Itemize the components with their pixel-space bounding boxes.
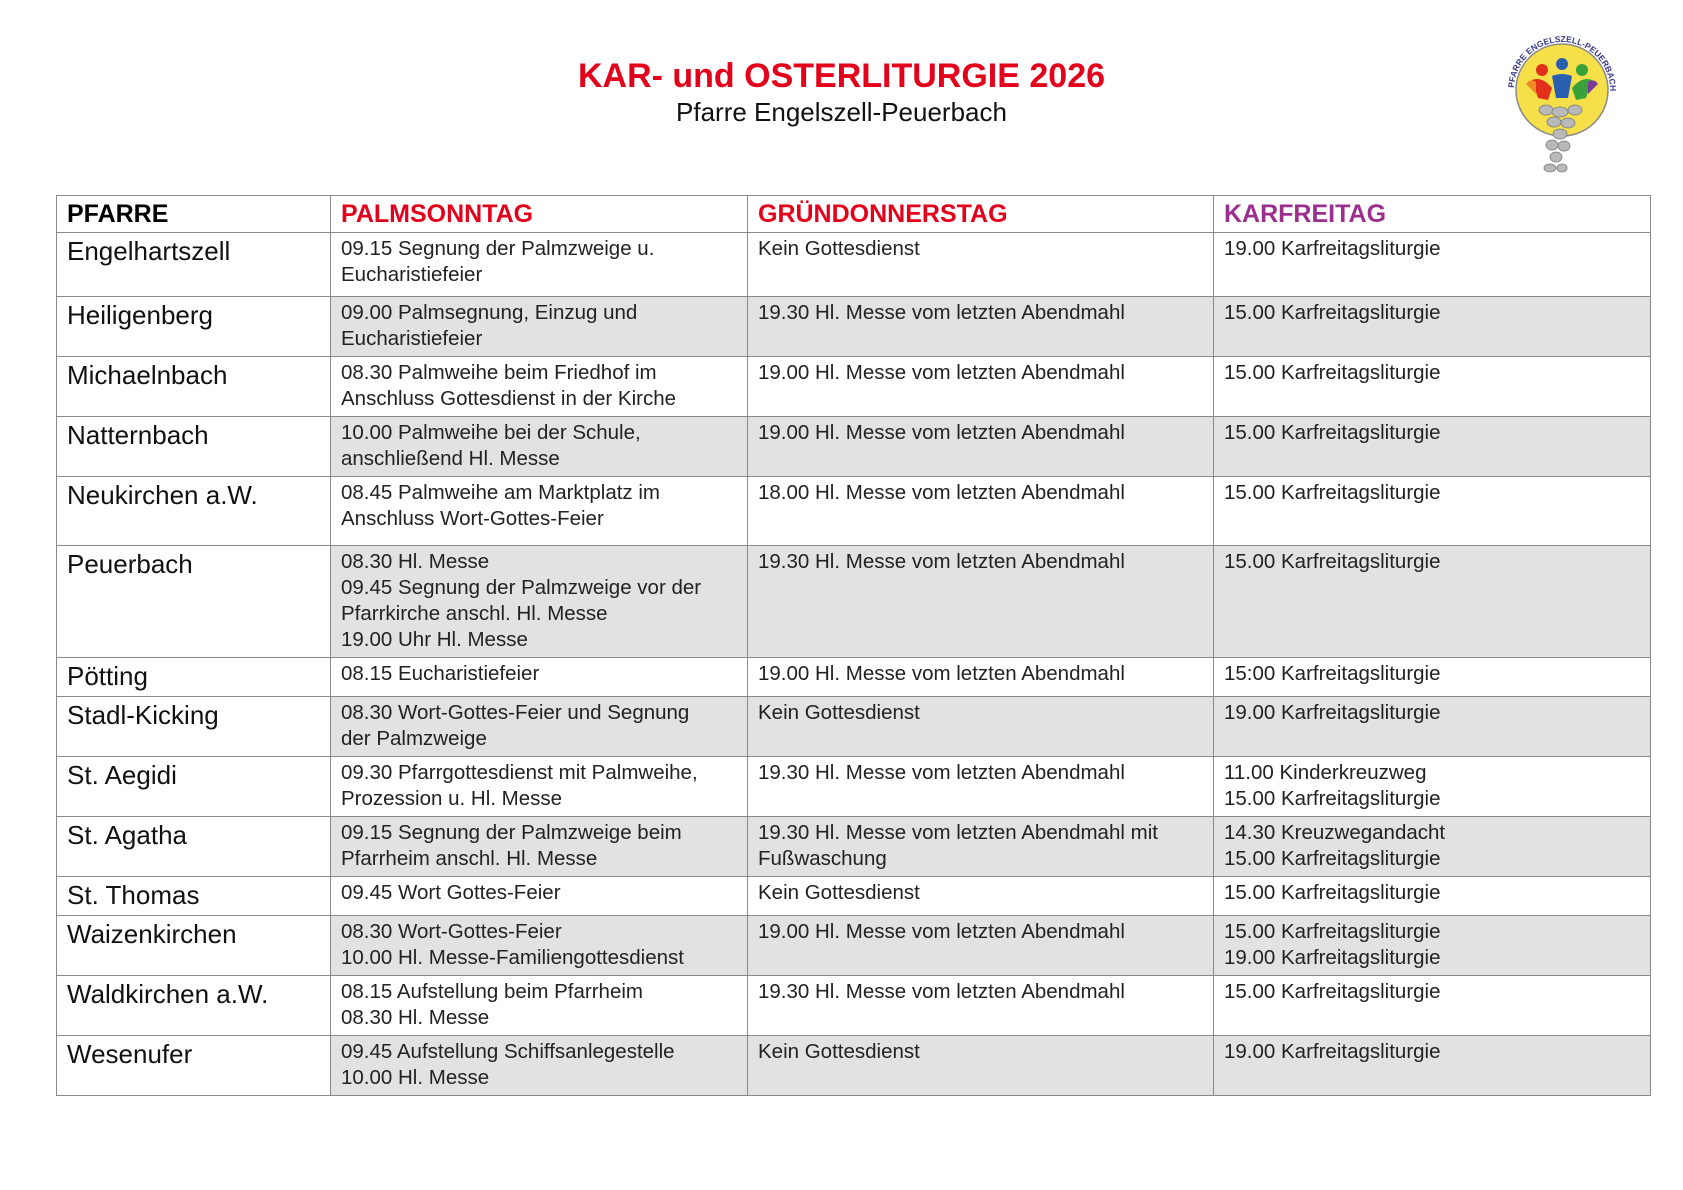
event-line: 11.00 Kinderkreuzweg [1224,761,1427,784]
palmsonntag-cell [331,658,748,697]
event-line: 09.45 Segnung der Palmzweige vor der [341,576,702,599]
event-line: Pfarrheim anschl. Hl. Messe [341,847,598,870]
karfreitag-cell [1214,1036,1651,1096]
karfreitag-cell [1214,877,1651,916]
table-row [57,233,1651,297]
karfreitag-cell [1214,697,1651,757]
document-title: KAR- und OSTERLITURGIE 2026 [577,57,1106,95]
event-line: 15.00 Karfreitagsliturgie [1224,301,1441,324]
event-line: Kein Gottesdienst [758,1040,920,1063]
event-line: 14.30 Kreuzwegandacht [1224,821,1446,844]
event-line: 09.00 Palmsegnung, Einzug und [341,301,638,324]
palmsonntag-cell [331,417,748,477]
event-line: Eucharistiefeier [341,263,483,286]
palmsonntag-cell [331,697,748,757]
event-line: 15.00 Karfreitagsliturgie [1224,421,1441,444]
event-line: 08.30 Hl. Messe [341,550,490,573]
event-line: 08.45 Palmweihe am Marktplatz im [341,481,661,504]
pfarre-name: Michaelnbach [57,357,331,417]
logo-stones [1539,105,1582,172]
event-line: anschließend Hl. Messe [341,447,560,470]
table-row [57,817,1651,877]
karfreitag-cell [1214,757,1651,817]
event-line: 10.00 Hl. Messe [341,1066,490,1089]
palmsonntag-cell [331,546,748,658]
event-line: Eucharistiefeier [341,327,483,350]
table-row [57,297,1651,357]
event-line: 15.00 Karfreitagsliturgie [1224,787,1441,810]
event-line: 19.00 Hl. Messe vom letzten Abendmahl [758,361,1125,384]
gruendonnerstag-cell [748,817,1214,877]
event-line: 19.30 Hl. Messe vom letzten Abendmahl [758,550,1125,573]
event-line: 19.00 Karfreitagsliturgie [1224,946,1441,969]
event-line: Kein Gottesdienst [758,881,920,904]
event-line: 19.30 Hl. Messe vom letzten Abendmahl [758,301,1125,324]
table-header-row [57,196,1651,233]
event-line: 19.30 Hl. Messe vom letzten Abendmahl [758,761,1125,784]
event-line: 09.45 Aufstellung Schiffsanlegestelle [341,1040,675,1063]
karfreitag-cell [1214,417,1651,477]
gruendonnerstag-cell [748,697,1214,757]
event-line: 19.30 Hl. Messe vom letzten Abendmahl mit [758,821,1158,844]
gruendonnerstag-cell [748,233,1214,297]
document-subtitle: Pfarre Engelszell-Peuerbach [676,97,1007,127]
event-line: 19.30 Hl. Messe vom letzten Abendmahl [758,980,1125,1003]
gruendonnerstag-cell [748,658,1214,697]
palmsonntag-cell [331,877,748,916]
pfarre-name: Neukirchen a.W. [57,477,331,546]
palmsonntag-cell [331,757,748,817]
column-header-karfreitag: KARFREITAG [1214,196,1651,233]
event-line: der Palmzweige [341,727,487,750]
gruendonnerstag-cell [748,357,1214,417]
pfarre-name: Waldkirchen a.W. [57,976,331,1036]
event-line: 15.00 Karfreitagsliturgie [1224,980,1441,1003]
pfarre-name: Natternbach [57,417,331,477]
palmsonntag-cell [331,1036,748,1096]
karfreitag-cell [1214,233,1651,297]
gruendonnerstag-cell [748,546,1214,658]
palmsonntag-cell [331,976,748,1036]
event-line: 15.00 Karfreitagsliturgie [1224,550,1441,573]
table-row [57,916,1651,976]
event-line: 15.00 Karfreitagsliturgie [1224,881,1441,904]
event-line: 19.00 Hl. Messe vom letzten Abendmahl [758,421,1125,444]
event-line: 09.15 Segnung der Palmzweige beim [341,821,682,844]
event-line: 15:00 Karfreitagsliturgie [1224,662,1441,685]
event-line: 19.00 Hl. Messe vom letzten Abendmahl [758,920,1125,943]
event-line: Pfarrkirche anschl. Hl. Messe [341,602,608,625]
karfreitag-cell [1214,976,1651,1036]
palmsonntag-cell [331,477,748,546]
event-line: Kein Gottesdienst [758,237,920,260]
event-line: 15.00 Karfreitagsliturgie [1224,847,1441,870]
event-line: Anschluss Wort-Gottes-Feier [341,507,604,530]
palmsonntag-cell [331,916,748,976]
gruendonnerstag-cell [748,297,1214,357]
event-line: Fußwaschung [758,847,887,870]
gruendonnerstag-cell [748,1036,1214,1096]
karfreitag-cell [1214,297,1651,357]
pfarre-name: Peuerbach [57,546,331,658]
pfarre-name: Heiligenberg [57,297,331,357]
event-line: 08.15 Aufstellung beim Pfarrheim [341,980,643,1003]
table-row [57,477,1651,546]
event-line: 19.00 Karfreitagsliturgie [1224,1040,1441,1063]
karfreitag-cell [1214,916,1651,976]
event-line: 10.00 Palmweihe bei der Schule, [341,421,641,444]
table-row [57,658,1651,697]
event-line: 09.15 Segnung der Palmzweige u. [341,237,655,260]
karfreitag-cell [1214,357,1651,417]
table-row [57,877,1651,916]
event-line: 10.00 Hl. Messe-Familiengottesdienst [341,946,684,969]
event-line: 08.15 Eucharistiefeier [341,662,540,685]
event-line: 08.30 Hl. Messe [341,1006,490,1029]
event-line: 08.30 Wort-Gottes-Feier und Segnung [341,701,690,724]
column-header-gruendonnerstag: GRÜNDONNERSTAG [748,196,1214,233]
table-row [57,1036,1651,1096]
event-line: 15.00 Karfreitagsliturgie [1224,920,1441,943]
column-header-pfarre: PFARRE [57,196,331,233]
gruendonnerstag-cell [748,877,1214,916]
gruendonnerstag-cell [748,976,1214,1036]
table-row [57,976,1651,1036]
gruendonnerstag-cell [748,916,1214,976]
document-header [0,56,1683,128]
table-row [57,417,1651,477]
logo-ring-text: PFARRE ENGELSZELL-PEUERBACH [1505,33,1619,92]
table-row [57,357,1651,417]
event-line: Kein Gottesdienst [758,701,920,724]
event-line: 19.00 Uhr Hl. Messe [341,628,528,651]
pfarre-name: St. Thomas [57,877,331,916]
karfreitag-cell [1214,477,1651,546]
gruendonnerstag-cell [748,477,1214,546]
pfarre-name: St. Agatha [57,817,331,877]
table-row [57,546,1651,658]
gruendonnerstag-cell [748,757,1214,817]
pfarre-name: Pötting [57,658,331,697]
palmsonntag-cell [331,817,748,877]
karfreitag-cell [1214,546,1651,658]
table-row [57,757,1651,817]
schedule-table [56,195,1651,1096]
column-header-palmsonntag: PALMSONNTAG [331,196,748,233]
parish-logo [1502,28,1620,178]
event-line: 15.00 Karfreitagsliturgie [1224,361,1441,384]
event-line: 09.45 Wort Gottes-Feier [341,881,561,904]
event-line: 08.30 Palmweihe beim Friedhof im [341,361,657,384]
palmsonntag-cell [331,297,748,357]
pfarre-name: Stadl-Kicking [57,697,331,757]
event-line: 18.00 Hl. Messe vom letzten Abendmahl [758,481,1125,504]
table-row [57,697,1651,757]
event-line: Anschluss Gottesdienst in der Kirche [341,387,676,410]
pfarre-name: St. Aegidi [57,757,331,817]
event-line: 19.00 Karfreitagsliturgie [1224,237,1441,260]
event-line: 09.30 Pfarrgottesdienst mit Palmweihe, [341,761,698,784]
event-line: 08.30 Wort-Gottes-Feier [341,920,562,943]
event-line: 19.00 Hl. Messe vom letzten Abendmahl [758,662,1125,685]
palmsonntag-cell [331,357,748,417]
palmsonntag-cell [331,233,748,297]
event-line: Prozession u. Hl. Messe [341,787,563,810]
event-line: 15.00 Karfreitagsliturgie [1224,481,1441,504]
karfreitag-cell [1214,658,1651,697]
pfarre-name: Engelhartszell [57,233,331,297]
karfreitag-cell [1214,817,1651,877]
pfarre-name: Waizenkirchen [57,916,331,976]
pfarre-name: Wesenufer [57,1036,331,1096]
event-line: 19.00 Karfreitagsliturgie [1224,701,1441,724]
gruendonnerstag-cell [748,417,1214,477]
